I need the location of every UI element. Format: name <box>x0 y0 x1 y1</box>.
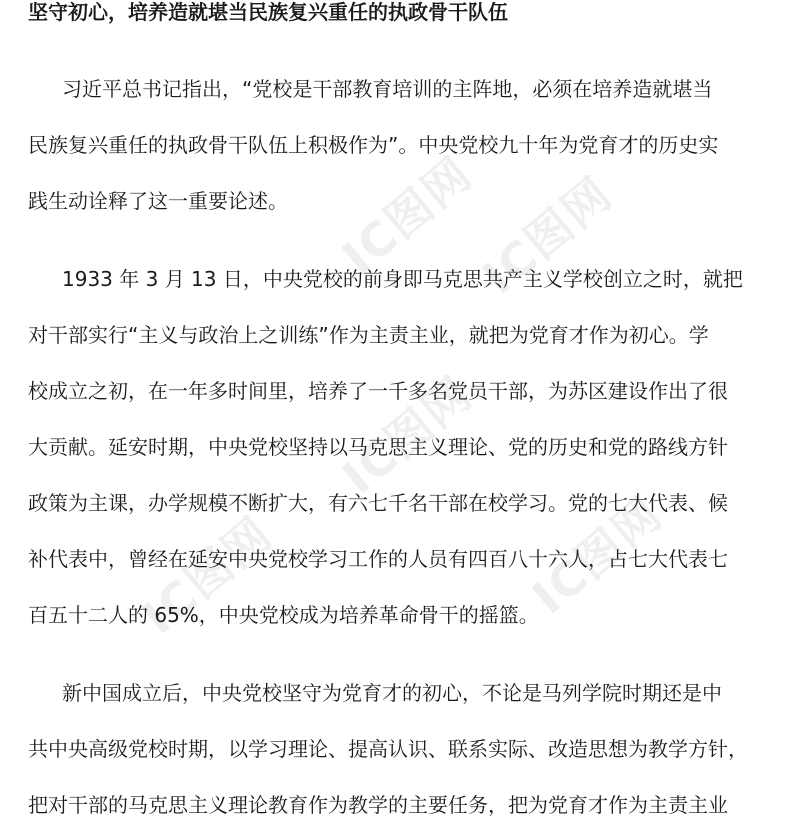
watermark: IC图网 <box>132 506 283 645</box>
watermark: IC图网 <box>472 166 623 305</box>
paragraph-line: 1933 年 3 月 13 日，中央党校的前身即马克思共产主义学校创立之时，就把 <box>62 267 743 291</box>
document-title: 坚守初心，培养造就堪当民族复兴重任的执政骨干队伍 <box>28 0 508 24</box>
paragraph-line: 政策为主课，办学规模不断扩大，有六七千名干部在校学习。党的七大代表、候 <box>28 491 728 515</box>
paragraph-line: 校成立之初，在一年多时间里，培养了一千多名党员干部，为苏区建设作出了很 <box>28 379 728 403</box>
paragraph-line: 民族复兴重任的执政骨干队伍上积极作为”。中央党校九十年为党育才的历史实 <box>28 133 719 157</box>
paragraph-line: 共中央高级党校时期，以学习理论、提高认识、联系实际、改造思想为教学方针， <box>28 737 748 761</box>
watermark: IC图网 <box>332 146 483 285</box>
paragraph-line: 百五十二人的 65%，中央党校成为培养革命骨干的摇篮。 <box>28 603 539 627</box>
paragraph-line: 补代表中，曾经在延安中央党校学习工作的人员有四百八十六人，占七大代表七 <box>28 547 728 571</box>
paragraph-line: 对干部实行“主义与政治上之训练”作为主责主业，就把为党育才作为初心。学 <box>28 323 709 347</box>
paragraph-line: 践生动诠释了这一重要论述。 <box>28 189 288 213</box>
paragraph-line: 新中国成立后，中央党校坚守为党育才的初心，不论是马列学院时期还是中 <box>62 681 722 705</box>
paragraph-line: 把对干部的马克思主义理论教育作为教学的主要任务，把为党育才作为主责主业 <box>28 793 728 817</box>
watermark: IC图网 <box>522 486 673 625</box>
paragraph-line: 大贡献。延安时期，中央党校坚持以马克思主义理论、党的历史和党的路线方针 <box>28 435 728 459</box>
watermark: IC图网 <box>332 366 483 505</box>
paragraph-line: 习近平总书记指出，“党校是干部教育培训的主阵地，必须在培养造就堪当 <box>62 77 713 101</box>
